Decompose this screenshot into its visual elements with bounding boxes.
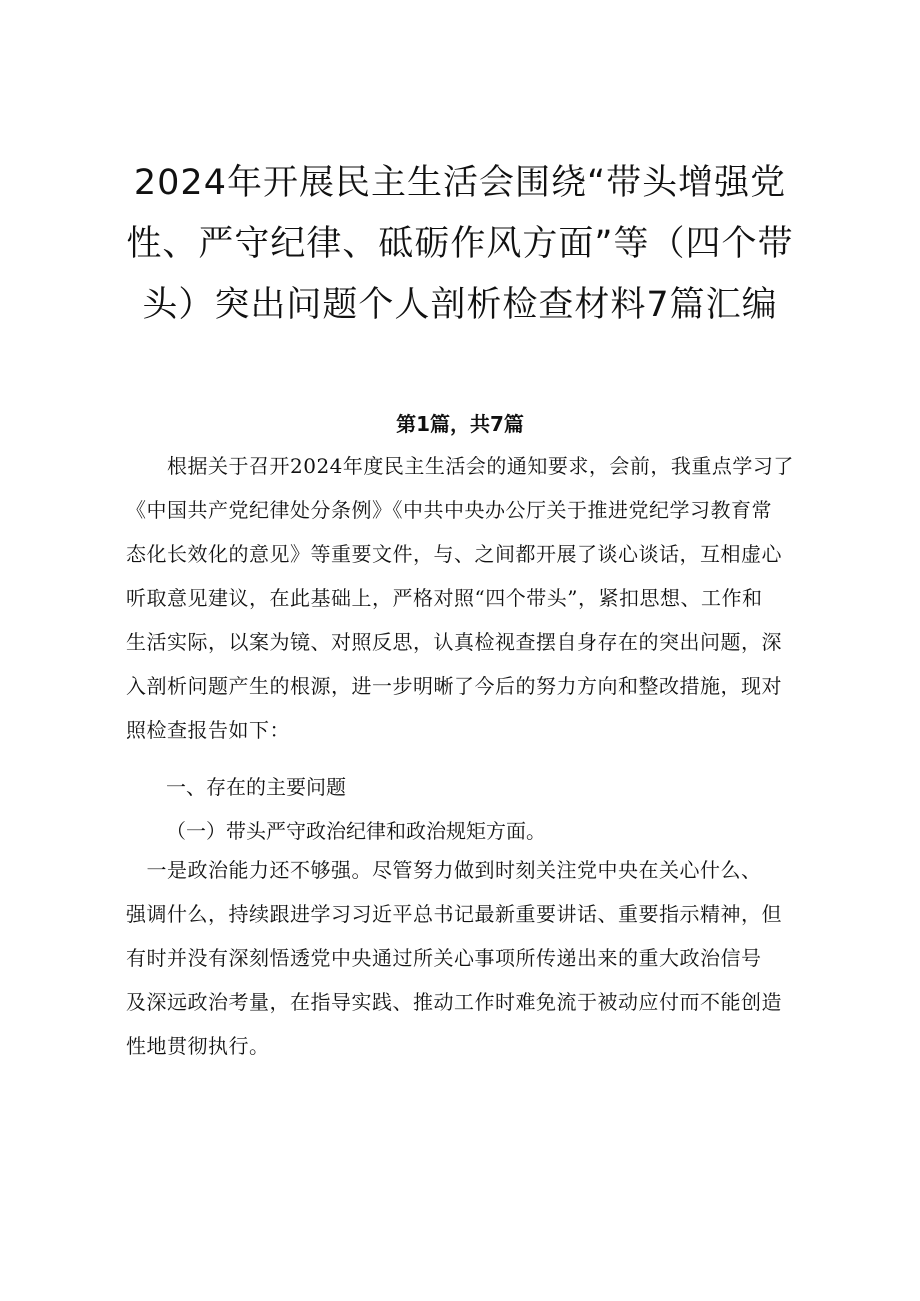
text-line: 态化长效化的意见》等重要文件，与、之间都开展了谈心谈话，互相虚心 bbox=[126, 542, 782, 566]
text-line: 及深远政治考量，在指导实践、推动工作时难免流于被动应付而不能创造 bbox=[126, 990, 782, 1014]
text-line: 有时并没有深刻悟透党中央通过所关心事项所传递出来的重大政治信号 bbox=[126, 946, 762, 970]
intro-paragraph bbox=[126, 444, 816, 752]
text-line: 强调什么，持续跟进学习习近平总书记最新重要讲话、重要指示精神，但 bbox=[126, 902, 782, 926]
text-line: 根据关于召开2024年度民主生活会的通知要求，会前，我重点学习了 bbox=[126, 454, 794, 478]
text-line: 《中国共产党纪律处分条例》《中共中央办公厅关于推进党纪学习教育常 bbox=[126, 498, 772, 522]
sub-heading: （一）带头严守政治纪律和政治规矩方面。 bbox=[166, 819, 546, 843]
body-paragraph bbox=[126, 848, 816, 1068]
title-line: 2024年开展民主生活会围绕“带头增强党 bbox=[133, 163, 787, 203]
title-line: 头）突出问题个人剖析检查材料7篇汇编 bbox=[142, 285, 778, 325]
text-line: 一是政治能力还不够强。尽管努力做到时刻关注党中央在关心什么、 bbox=[126, 858, 762, 882]
text-line: 性地贯彻执行。 bbox=[126, 1034, 270, 1058]
document-title bbox=[110, 153, 810, 336]
text-line: 入剖析问题产生的根源，进一步明晰了今后的努力方向和整改措施，现对 bbox=[126, 674, 782, 698]
part-heading: 第1篇，共7篇 bbox=[396, 412, 524, 436]
text-line: 听取意见建议，在此基础上，严格对照“四个带头”，紧扣思想、工作和 bbox=[126, 586, 763, 610]
title-line: 性、严守纪律、砥砺作风方面”等（四个带 bbox=[126, 224, 794, 264]
text-line: 生活实际，以案为镜、对照反思，认真检视查摆自身存在的突出问题，深 bbox=[126, 630, 782, 654]
section-heading: 一、存在的主要问题 bbox=[166, 775, 346, 799]
text-line: 照检查报告如下： bbox=[126, 718, 290, 742]
